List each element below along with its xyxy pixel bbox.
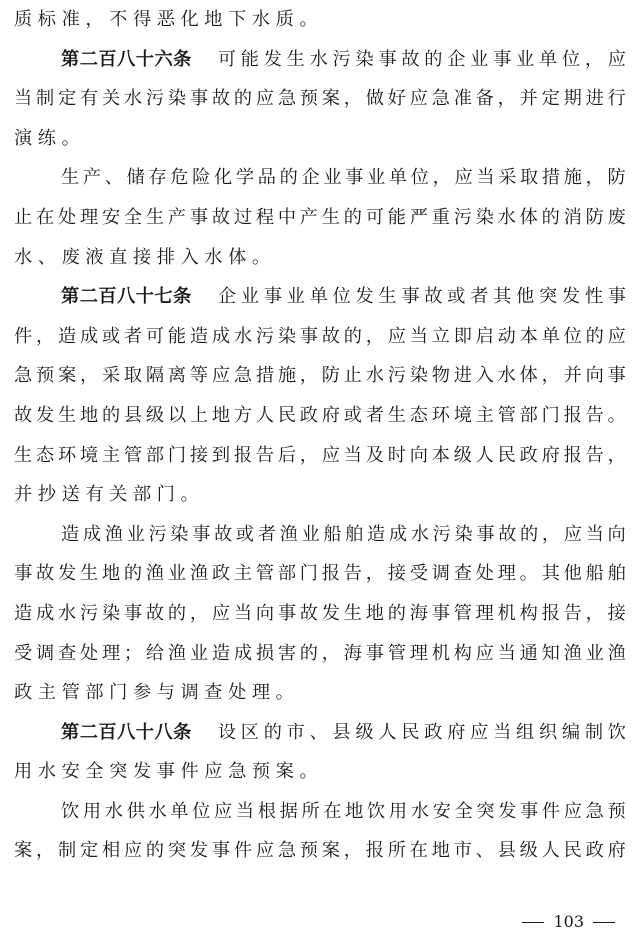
text-line bbox=[14, 0, 626, 40]
footer-dash-left bbox=[522, 922, 544, 923]
text-line bbox=[14, 831, 626, 871]
line-text: 造 成 水 污 染 事 故 的 ， 应 当 向 事 故 发 生 地 的 海 事 管 理 机 构 报 告 ， 接 bbox=[14, 602, 626, 624]
text-line bbox=[14, 158, 626, 198]
line-text: 当 制 定 有 关 水 污 染 事 故 的 应 急 预 案 ， 做 好 应 急 准 备 ， 并 定 期 进 行 bbox=[14, 88, 626, 110]
line-text: 演练。 bbox=[14, 127, 86, 149]
line-text: 生 态 环 境 主 管 部 门 接 到 报 告 后 ， 应 当 及 时 向 本 级 人 民 政 府 报 告 ， bbox=[14, 444, 626, 466]
line-text: 故 发 生 地 的 县 级 以 上 地 方 人 民 政 府 或 者 生 态 环 境 主 管 部 门 报 告 。 bbox=[14, 404, 626, 426]
line-text: 饮 用 水 供 水 单 位 应 当 根 据 所 在 地 饮 用 水 安 全 突 发 事 件 应 急 预 bbox=[61, 800, 626, 822]
article-number: 第二百八十八条 bbox=[61, 721, 192, 743]
text-line bbox=[14, 436, 626, 476]
article-line bbox=[14, 713, 626, 753]
line-text: 水、废液直接排入水体。 bbox=[14, 246, 276, 268]
text-line bbox=[14, 673, 626, 713]
text-line bbox=[14, 634, 626, 674]
line-text: 事 故 发 生 地 的 渔 业 渔 政 主 管 部 门 报 告 ， 接 受 调 查 处 理 。 其 他 船 舶 bbox=[14, 563, 626, 585]
text-line bbox=[14, 792, 626, 832]
text-line bbox=[14, 554, 626, 594]
article-line bbox=[14, 40, 626, 80]
text-line bbox=[14, 752, 626, 792]
article-number: 第二百八十七条 bbox=[61, 286, 192, 308]
text-line bbox=[14, 396, 626, 436]
line-text: 件 ， 造 成 或 者 可 能 造 成 水 污 染 事 故 的 ， 应 当 立 即 启 动 本 单 位 的 应 bbox=[14, 325, 626, 347]
footer-dash-right bbox=[593, 922, 615, 923]
article-line bbox=[14, 277, 626, 317]
text-line bbox=[14, 198, 626, 238]
line-text: 政主管部门参与调查处理。 bbox=[14, 682, 300, 704]
line-text: 用水安全突发事件应急预案。 bbox=[14, 761, 324, 783]
page-footer bbox=[513, 910, 624, 934]
text-line bbox=[14, 317, 626, 357]
line-text: 案 ， 制 定 相 应 的 突 发 事 件 应 急 预 案 ， 报 所 在 地 市 、 县 级 人 民 政 府 bbox=[14, 840, 626, 862]
line-text: 设 区 的 市 、 县 级 人 民 政 府 应 当 组 织 编 制 饮 bbox=[217, 721, 626, 743]
page-number: 103 bbox=[553, 912, 584, 931]
line-text: 止 在 处 理 安 全 生 产 事 故 过 程 中 产 生 的 可 能 严 重 污 染 水 体 的 消 防 废 bbox=[14, 206, 626, 228]
text-line bbox=[14, 515, 626, 555]
text-line bbox=[14, 238, 626, 278]
line-text: 企 业 事 业 单 位 发 生 事 故 或 者 其 他 突 发 性 事 bbox=[217, 286, 626, 308]
line-text: 造 成 渔 业 污 染 事 故 或 者 渔 业 船 舶 造 成 水 污 染 事 故 的 ， 应 当 向 bbox=[61, 523, 626, 545]
text-line bbox=[14, 594, 626, 634]
text-line bbox=[14, 119, 626, 159]
line-text: 急 预 案 ， 采 取 隔 离 等 应 急 措 施 ， 防 止 水 污 染 物 进 入 水 体 ， 并 向 事 bbox=[14, 365, 626, 387]
line-text: 受 调 查 处 理 ； 给 渔 业 造 成 损 害 的 ， 海 事 管 理 机 构 应 当 通 知 渔 业 渔 bbox=[14, 642, 626, 664]
line-text: 可 能 发 生 水 污 染 事 故 的 企 业 事 业 单 位 ， 应 bbox=[217, 48, 626, 70]
text-line bbox=[14, 356, 626, 396]
text-line bbox=[14, 79, 626, 119]
line-text: 并抄送有关部门。 bbox=[14, 484, 205, 506]
document-page bbox=[14, 0, 626, 871]
article-number: 第二百八十六条 bbox=[61, 48, 192, 70]
line-text: 质标准，不得恶化地下水质。 bbox=[14, 9, 324, 30]
text-line bbox=[14, 475, 626, 515]
line-text: 生 产 、 储 存 危 险 化 学 品 的 企 业 事 业 单 位 ， 应 当 采 取 措 施 ， 防 bbox=[61, 167, 626, 189]
